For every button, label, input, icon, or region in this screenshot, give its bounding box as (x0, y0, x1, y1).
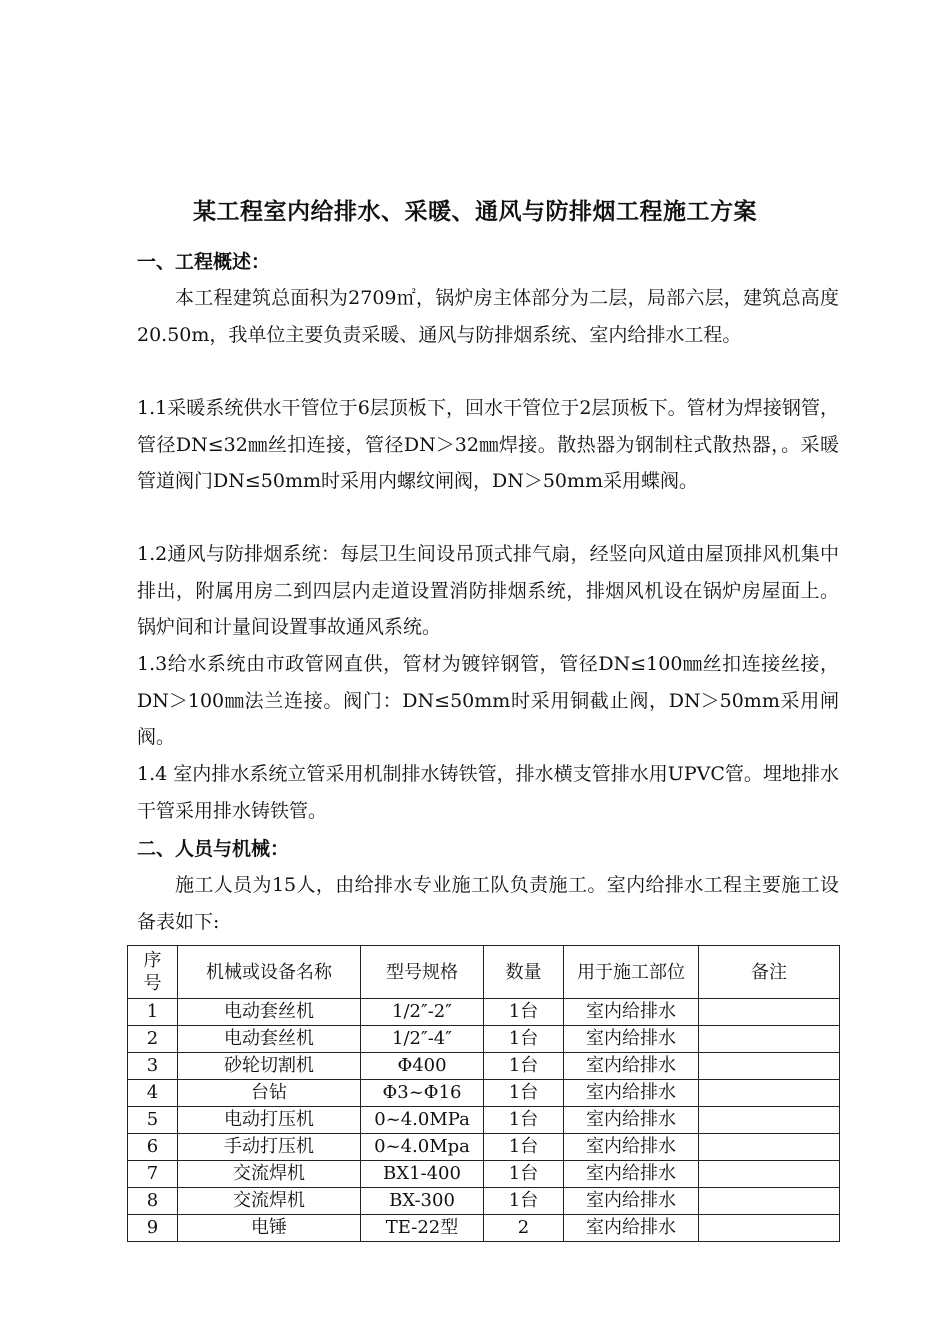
cell-spec: 0~4.0MPa (361, 1107, 484, 1134)
cell-no: 6 (128, 1134, 178, 1161)
paragraph-1-4: 1.4 室内排水系统立管采用机制排水铸铁管，排水横支管排水用UPVC管。埋地排水干管采用排水铸铁管。 (137, 763, 839, 822)
cell-no: 4 (128, 1080, 178, 1107)
cell-spec: BX1-400 (361, 1161, 484, 1188)
table-row (128, 1107, 840, 1134)
paragraph-1-1: 1.1采暖系统供水干管位于6层顶板下，回水干管位于2层顶板下。管材为焊接钢管，管径DN≤32㎜丝扣连接，管径DN＞32㎜焊接。散热器为钢制柱式散热器，。采暖管道阀门DN≤50mm时采用内螺纹闸阀，DN＞50mm采用蝶阀。 (137, 397, 839, 492)
cell-no: 7 (128, 1161, 178, 1188)
header-location: 用于施工部位 (564, 946, 699, 999)
cell-qty: 1台 (484, 999, 564, 1026)
cell-location: 室内给排水 (564, 1026, 699, 1053)
cell-name: 交流焊机 (178, 1188, 361, 1215)
cell-location: 室内给排水 (564, 1053, 699, 1080)
cell-note (699, 999, 840, 1026)
cell-name: 砂轮切割机 (178, 1053, 361, 1080)
header-note: 备注 (699, 946, 840, 999)
cell-name: 交流焊机 (178, 1161, 361, 1188)
cell-qty: 1台 (484, 1161, 564, 1188)
cell-note (699, 1161, 840, 1188)
cell-location: 室内给排水 (564, 999, 699, 1026)
cell-spec: Φ400 (361, 1053, 484, 1080)
section-2-heading: 二、人员与机械： (137, 838, 290, 860)
paragraph-1-3: 1.3给水系统由市政管网直供，管材为镀锌钢管，管径DN≤100㎜丝扣连接丝接，DN＞100㎜法兰连接。阀门：DN≤50mm时采用铜截止阀，DN＞50mm采用闸阀。 (137, 653, 839, 748)
cell-no: 1 (128, 999, 178, 1026)
cell-note (699, 1107, 840, 1134)
table-row (128, 999, 840, 1026)
header-no: 序号 (128, 946, 178, 999)
cell-name: 手动打压机 (178, 1134, 361, 1161)
cell-no: 2 (128, 1026, 178, 1053)
cell-no: 9 (128, 1215, 178, 1242)
cell-no: 8 (128, 1188, 178, 1215)
cell-name: 电锤 (178, 1215, 361, 1242)
table-row (128, 1161, 840, 1188)
cell-qty: 1台 (484, 1134, 564, 1161)
header-qty: 数量 (484, 946, 564, 999)
cell-qty: 2 (484, 1215, 564, 1242)
cell-location: 室内给排水 (564, 1188, 699, 1215)
section-2-intro: 施工人员为15人，由给排水专业施工队负责施工。室内给排水工程主要施工设备表如下: (137, 874, 839, 933)
cell-name: 台钻 (178, 1080, 361, 1107)
cell-location: 室内给排水 (564, 1161, 699, 1188)
cell-note (699, 1026, 840, 1053)
table-row (128, 1215, 840, 1242)
cell-spec: Φ3~Φ16 (361, 1080, 484, 1107)
header-name: 机械或设备名称 (178, 946, 361, 999)
cell-name: 电动打压机 (178, 1107, 361, 1134)
table-header-row (128, 946, 840, 999)
cell-location: 室内给排水 (564, 1107, 699, 1134)
table-row (128, 1053, 840, 1080)
cell-spec: TE-22型 (361, 1215, 484, 1242)
cell-qty: 1台 (484, 1080, 564, 1107)
cell-location: 室内给排水 (564, 1215, 699, 1242)
cell-qty: 1台 (484, 1188, 564, 1215)
table-row (128, 1188, 840, 1215)
table-row (128, 1134, 840, 1161)
cell-spec: 0~4.0Mpa (361, 1134, 484, 1161)
cell-no: 5 (128, 1107, 178, 1134)
cell-qty: 1台 (484, 1107, 564, 1134)
cell-note (699, 1215, 840, 1242)
paragraph-1-2: 1.2通风与防排烟系统：每层卫生间设吊顶式排气扇，经竖向风道由屋顶排风机集中排出，附属用房二到四层内走道设置消防排烟系统，排烟风机设在锅炉房屋面上。锅炉间和计量间设置事故通风系统。 (137, 543, 839, 638)
cell-name: 电动套丝机 (178, 999, 361, 1026)
header-spec: 型号规格 (361, 946, 484, 999)
cell-qty: 1台 (484, 1026, 564, 1053)
cell-spec: BX-300 (361, 1188, 484, 1215)
cell-spec: 1/2″-4″ (361, 1026, 484, 1053)
cell-name: 电动套丝机 (178, 1026, 361, 1053)
equipment-table (127, 945, 840, 1242)
cell-qty: 1台 (484, 1053, 564, 1080)
cell-location: 室内给排水 (564, 1080, 699, 1107)
cell-note (699, 1053, 840, 1080)
cell-note (699, 1134, 840, 1161)
cell-note (699, 1188, 840, 1215)
cell-no: 3 (128, 1053, 178, 1080)
table-row (128, 1026, 840, 1053)
table-row (128, 1080, 840, 1107)
section-1-intro: 本工程建筑总面积为2709㎡，锅炉房主体部分为二层，局部六层，建筑总高度20.50m，我单位主要负责采暖、通风与防排烟系统、室内给排水工程。 (137, 287, 839, 346)
section-1-heading: 一、工程概述： (137, 251, 271, 273)
cell-spec: 1/2″-2″ (361, 999, 484, 1026)
cell-location: 室内给排水 (564, 1134, 699, 1161)
cell-note (699, 1080, 840, 1107)
document-title: 某工程室内给排水、采暖、通风与防排烟工程施工方案 (193, 199, 757, 225)
